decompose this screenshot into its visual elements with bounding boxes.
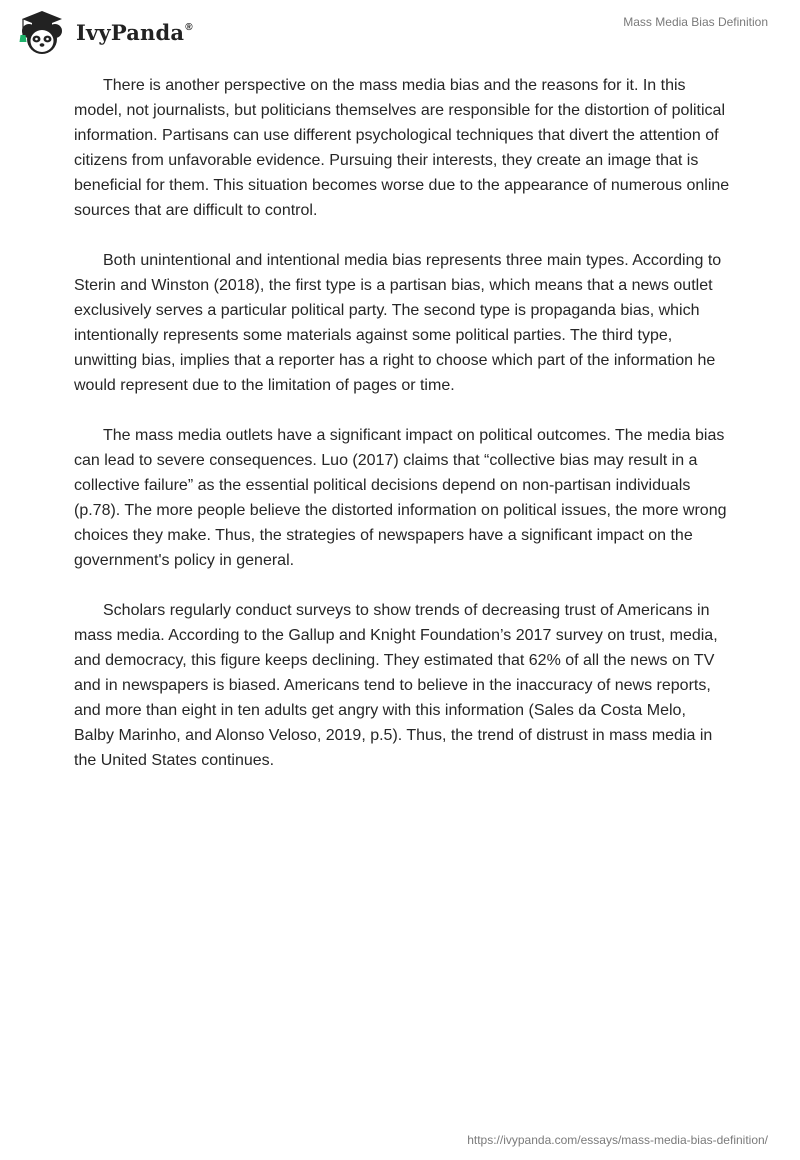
- registered-mark: ®: [185, 21, 193, 33]
- page-header: [0, 0, 800, 60]
- brand-name: IvyPanda®: [76, 19, 193, 45]
- panda-graduation-cap-icon: [14, 9, 70, 57]
- paragraph: The mass media outlets have a significant impact on political outcomes. The media bias can lead to severe consequences. Luo (2017) claims that “collective bias may result in a collective failure” as the essential political decisions depend on non-partisan individuals (p.78). The more people believe the distorted information on political issues, the more wrong choices they make. Thus, the strategies of newspapers have a significant impact on the government's policy in general.: [74, 427, 727, 569]
- paragraph: There is another perspective on the mass media bias and the reasons for it. In this model, not journalists, but politicians themselves are responsible for the distortion of political information. Partisans can use different psychological techniques that divert the attention of citizens from unfavorable evidence. Pursuing their interests, they create an image that is beneficial for them. This situation becomes worse due to the appearance of numerous online sources that are difficult to control.: [74, 77, 730, 219]
- document-title: Mass Media Bias Definition: [623, 15, 768, 29]
- paragraph: Both unintentional and intentional media bias represents three main types. According to Sterin and Winston (2018), the first type is a partisan bias, which means that a news outlet exclusively serves a particular political party. The second type is propaganda bias, which intentionally represents some materials against some political parties. The third type, unwitting bias, implies that a reporter has a right to choose which part of the information he would represent due to the limitation of pages or time.: [74, 252, 722, 394]
- logo[interactable]: [14, 9, 193, 57]
- source-url[interactable]: https://ivypanda.com/essays/mass-media-bias-definition/: [467, 1133, 768, 1147]
- essay-body: [74, 73, 730, 798]
- paragraph: Scholars regularly conduct surveys to show trends of decreasing trust of Americans in mass media. According to the Gallup and Knight Foundation’s 2017 survey on trust, media, and democracy, this figure keeps declining. They estimated that 62% of all the news on TV and in newspapers is biased. Americans tend to believe in the inaccuracy of news reports, and more than eight in ten adults get angry with this information (Sales da Costa Melo, Balby Marinho, and Alonso Veloso, 2019, p.5). Thus, the trend of distrust in mass media in the United States continues.: [74, 602, 718, 769]
